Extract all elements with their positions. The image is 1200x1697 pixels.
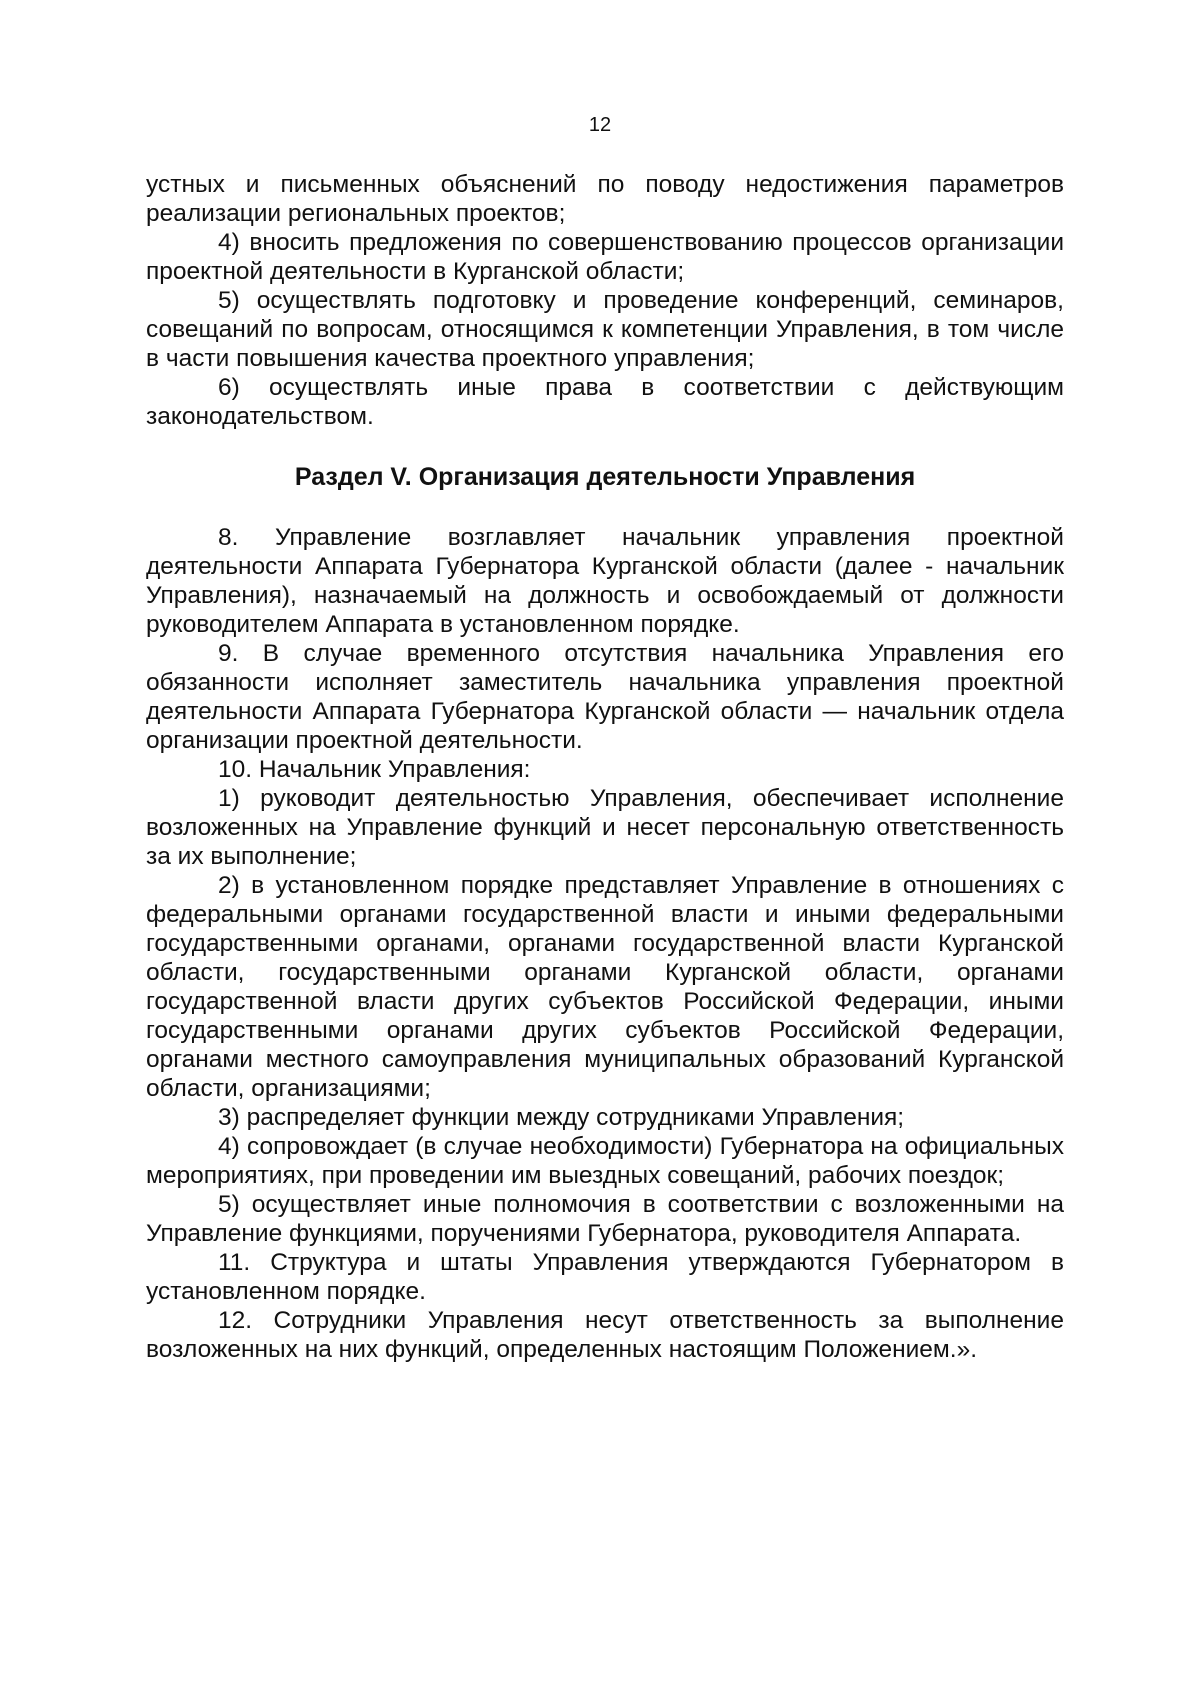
paragraph-clause-10-item-3: 3) распределяет функции между сотрудниками Управления; <box>218 1104 905 1131</box>
document-body <box>146 170 1064 1364</box>
page-number: 12 <box>588 114 612 136</box>
paragraph-clause-10: 10. Начальник Управления: <box>218 756 531 783</box>
paragraph-item-6: 6) осуществлять иные права в соответствии с действующим законодательством. <box>146 374 1064 430</box>
paragraph-clause-10-item-2: 2) в установленном порядке представляет Управление в отношениях с федеральными органами государственной власти и иными федеральными государственными органами, органами государственной власти Курганской области, государственными органами Курганской области, органами государственной власти других субъектов Российской Федерации, иными государственными органами других субъектов Российской Федерации, органами местного самоуправления муниципальных образований Курганской области, организациями; <box>146 872 1064 1102</box>
paragraph-clause-11: 11. Структура и штаты Управления утверждаются Губернатором в установленном порядке. <box>146 1249 1064 1305</box>
paragraph-item-4: 4) вносить предложения по совершенствованию процессов организации проектной деятельности в Курганской области; <box>146 229 1064 285</box>
paragraph-clause-10-item-4: 4) сопровождает (в случае необходимости) Губернатора на официальных мероприятиях, при проведении им выездных совещаний, рабочих поездок; <box>146 1133 1064 1189</box>
paragraph-clause-12: 12. Сотрудники Управления несут ответственность за выполнение возложенных на них функций, определенных настоящим Положением.». <box>146 1307 1064 1363</box>
paragraph-continuation: устных и письменных объяснений по поводу недостижения параметров реализации региональных проектов; <box>146 171 1064 227</box>
paragraph-clause-10-item-1: 1) руководит деятельностью Управления, обеспечивает исполнение возложенных на Управление функций и несет персональную ответственность за их выполнение; <box>146 785 1064 870</box>
paragraph-clause-8: 8. Управление возглавляет начальник управления проектной деятельности Аппарата Губернатора Курганской области (далее - начальник Управления), назначаемый на должность и освобождаемый от должности руководителем Аппарата в установленном порядке. <box>146 524 1064 638</box>
section-heading: Раздел V. Организация деятельности Управления <box>294 463 916 491</box>
paragraph-clause-9: 9. В случае временного отсутствия начальника Управления его обязанности исполняет заместитель начальника управления проектной деятельности Аппарата Губернатора Курганской области — начальник отдела организации проектной деятельности. <box>146 640 1064 754</box>
paragraph-clause-10-item-5: 5) осуществляет иные полномочия в соответствии с возложенными на Управление функциями, поручениями Губернатора, руководителя Аппарата. <box>146 1191 1064 1247</box>
paragraph-item-5: 5) осуществлять подготовку и проведение конференций, семинаров, совещаний по вопросам, относящимся к компетенции Управления, в том числе в части повышения качества проектного управления; <box>146 287 1064 372</box>
